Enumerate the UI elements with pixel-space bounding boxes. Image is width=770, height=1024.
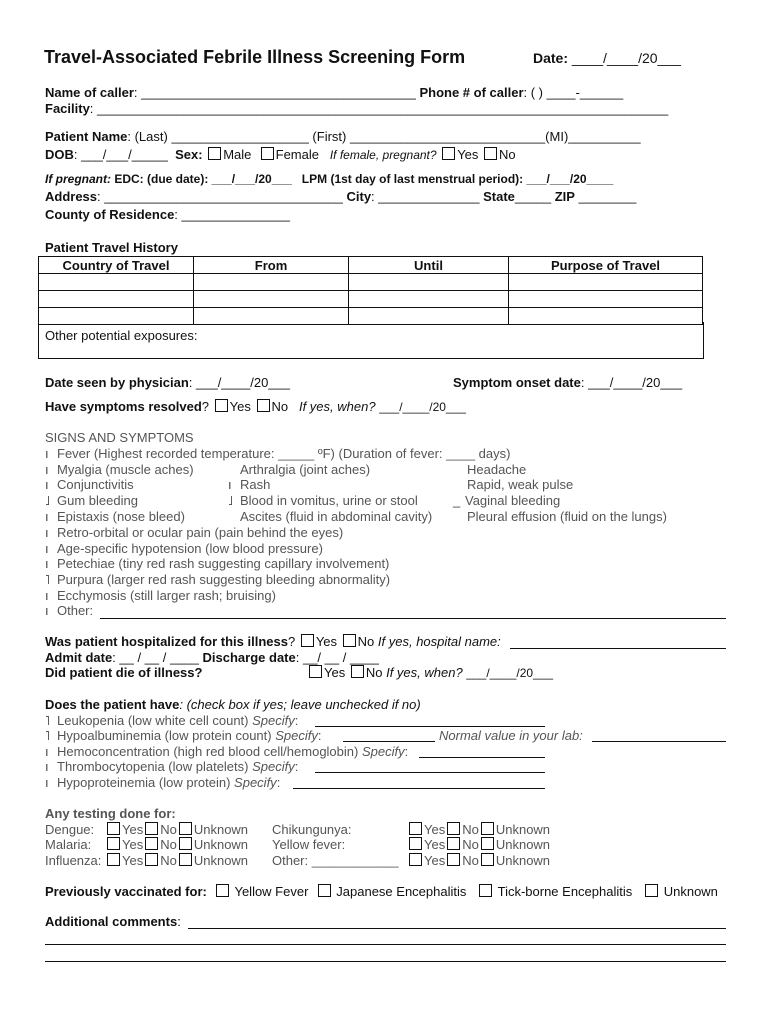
table-cell[interactable]	[39, 274, 194, 291]
sex-female-checkbox[interactable]	[261, 147, 274, 160]
test-name-other: Other: ____________	[272, 853, 399, 868]
facility-row	[45, 101, 668, 117]
headache-item[interactable]	[467, 462, 526, 478]
if-pregnant-label: If pregnant:	[45, 172, 111, 186]
pregnant-yes-checkbox[interactable]	[442, 147, 455, 160]
checkbox-glyph[interactable]: ı	[45, 446, 49, 461]
onset-field[interactable]: : ___/____/20___	[580, 375, 683, 390]
leukopenia-label: Leukopenia (low white cell count)	[57, 713, 249, 728]
hospitalized-q: ?	[287, 634, 296, 649]
table-cell[interactable]	[349, 274, 509, 291]
state-label: State	[483, 189, 515, 204]
unknown-label: Unknown	[193, 853, 249, 868]
die-no-label: No	[365, 665, 383, 680]
checkbox-glyph[interactable]: ı	[45, 588, 49, 603]
blood-vomit-label: Blood in vomitus, urine or stool	[240, 493, 418, 508]
address-label: Address	[45, 189, 98, 204]
travel-header-row	[39, 257, 703, 274]
admit-label: Admit date	[45, 650, 113, 665]
travel-col-from: From	[194, 257, 349, 274]
admit-field[interactable]: : __ / __ / ____	[112, 650, 199, 665]
table-cell[interactable]	[39, 291, 194, 308]
labs-instructions: : (check box if yes; leave unchecked if no)	[179, 697, 421, 712]
pregnant-no-label: No	[499, 147, 516, 162]
hypoproteinemia-label: Hypoproteinemia (low protein)	[57, 775, 231, 790]
pregnant-yes-label: Yes	[457, 147, 479, 162]
date-field[interactable]: ____/____/20___	[571, 50, 681, 66]
influenza-no-checkbox[interactable]	[145, 853, 158, 866]
vaccine-yellow-fever-label: Yellow Fever	[234, 884, 309, 899]
yes-label: Yes	[122, 837, 144, 852]
onset-row	[453, 375, 682, 391]
chikungunya-yes-checkbox[interactable]	[409, 822, 422, 835]
blood-vomit-item[interactable]	[228, 493, 418, 509]
date-seen-row	[45, 375, 290, 391]
sex-label: Sex:	[175, 147, 203, 162]
caller-phone-label: Phone # of caller	[419, 85, 524, 100]
die-yes-checkbox[interactable]	[309, 665, 322, 678]
caller-name-label: Name of caller	[45, 85, 134, 100]
retro-orbital-label: Retro-orbital or ocular pain (pain behind the eyes)	[57, 525, 344, 540]
petechiae-item[interactable]	[45, 556, 389, 572]
labs-heading: Does the patient have	[45, 697, 180, 712]
ecchymosis-label: Ecchymosis (still larger rash; bruising)	[57, 588, 276, 603]
travel-col-country: Country of Travel	[39, 257, 194, 274]
patient-name-field[interactable]: : (Last) ___________________ (First) ___________________________(MI)__________	[127, 129, 641, 144]
hospitalized-yes-label: Yes	[315, 634, 338, 649]
patient-name-row	[45, 129, 641, 145]
zip-field[interactable]: ________	[578, 189, 637, 204]
unknown-label: Unknown	[495, 853, 551, 868]
chikungunya-no-checkbox[interactable]	[447, 822, 460, 835]
edc-field[interactable]: EDC: (due date): ___/___/20___	[114, 172, 292, 186]
vaginal-bleeding-item[interactable]	[453, 493, 560, 509]
testing-other-row	[272, 853, 550, 869]
form-title: Travel-Associated Febrile Illness Screening Form	[44, 47, 466, 67]
epistaxis-label: Epistaxis (nose bleed)	[57, 509, 185, 524]
comments-line-1[interactable]	[188, 928, 726, 929]
checkbox-glyph[interactable]: ı	[45, 477, 49, 492]
unknown-label: Unknown	[495, 822, 551, 837]
facility-field[interactable]: : _______________________________________________________________________________	[89, 101, 669, 116]
leukopenia-specify: Specify	[252, 713, 295, 728]
hypoalbuminemia-specify: Specify	[275, 728, 318, 743]
other-symptom-item[interactable]	[45, 603, 93, 619]
purpura-item[interactable]	[45, 572, 390, 588]
resolved-yes-label: Yes	[229, 399, 251, 414]
other-unknown-checkbox[interactable]	[481, 853, 494, 866]
thrombocytopenia-item[interactable]: ı Thrombocytopenia (low platelets) Specify:	[45, 759, 299, 774]
onset-label: Symptom onset date	[453, 375, 581, 390]
yes-label: Yes	[122, 853, 144, 868]
rash-label: Rash	[240, 477, 271, 492]
hospitalized-yes-checkbox[interactable]	[301, 634, 314, 647]
myalgia-label: Myalgia (muscle aches)	[57, 462, 194, 477]
testing-malaria-row	[45, 837, 248, 853]
arthralgia-label: Arthralgia (joint aches)	[240, 462, 371, 477]
comments-line-3[interactable]	[45, 961, 726, 962]
caller-name-row	[45, 85, 623, 101]
myalgia-item[interactable]	[45, 462, 194, 478]
hypoalbuminemia-item[interactable]: ˥ Hypoalbuminemia (low protein count) Specify:	[45, 728, 322, 743]
hypoalbuminemia-label: Hypoalbuminemia (low protein count)	[57, 728, 272, 743]
dob-label: DOB	[45, 147, 74, 162]
pleural-label: Pleural effusion (fluid on the lungs)	[467, 509, 667, 524]
date-label: Date:	[533, 50, 569, 66]
hospitalized-no-checkbox[interactable]	[343, 634, 356, 647]
chikungunya-unknown-checkbox[interactable]	[481, 822, 494, 835]
yellowfever-unknown-checkbox[interactable]	[481, 837, 494, 850]
ascites-item[interactable]	[240, 509, 432, 525]
checkbox-glyph[interactable]: ı	[45, 603, 49, 618]
pregnant-question: If female, pregnant?	[329, 148, 437, 162]
thrombocytopenia-label: Thrombocytopenia (low platelets)	[57, 759, 249, 774]
resolved-no-label: No	[271, 399, 289, 414]
checkbox-glyph[interactable]: ı	[45, 541, 49, 556]
county-row	[45, 207, 290, 223]
hypoproteinemia-line[interactable]	[293, 788, 545, 789]
fever-label: Fever (Highest recorded temperature: _____ ºF) (Duration of fever: ____ days)	[57, 446, 511, 461]
resolved-no-checkbox[interactable]	[257, 399, 270, 412]
hypotension-item[interactable]	[45, 541, 323, 557]
dengue-unknown-checkbox[interactable]	[179, 822, 192, 835]
no-label: No	[160, 837, 177, 852]
test-name-influenza: Influenza:	[45, 853, 102, 868]
epistaxis-item[interactable]	[45, 509, 185, 525]
unknown-label: Unknown	[193, 822, 249, 837]
hemoconcentration-label: Hemoconcentration (high red blood cell/hemoglobin)	[57, 744, 359, 759]
rapid-pulse-item[interactable]	[467, 477, 573, 493]
pregnant-no-checkbox[interactable]	[484, 147, 497, 160]
resolved-when-field[interactable]: ___/____/20___	[379, 400, 466, 414]
resolved-label: Have symptoms resolved	[45, 399, 202, 414]
checkbox-glyph[interactable]: ˥	[45, 713, 50, 728]
lpm-field[interactable]: LPM (1st day of last menstrual period): ___/___/20____	[301, 172, 614, 186]
die-when-field[interactable]: ___/____/20___	[466, 666, 554, 680]
city-label: City	[346, 189, 372, 204]
die-when-label: If yes, when?	[386, 665, 463, 680]
state-field[interactable]: _____	[514, 189, 552, 204]
hospitalized-no-label: No	[357, 634, 375, 649]
resolved-yes-checkbox[interactable]	[215, 399, 228, 412]
retro-orbital-item[interactable]	[45, 525, 343, 541]
unknown-label: Unknown	[495, 837, 551, 852]
malaria-no-checkbox[interactable]	[145, 837, 158, 850]
test-name-malaria: Malaria:	[45, 837, 92, 852]
sex-male-label: Male	[223, 147, 252, 162]
resolved-q: ?	[201, 399, 210, 414]
vaccine-tickborne-label: Tick-borne Encephalitis	[497, 884, 633, 899]
test-name-chikungunya: Chikungunya:	[272, 822, 352, 837]
testing-influenza-row	[45, 853, 248, 869]
pleural-item[interactable]	[467, 509, 667, 525]
testing-dengue-row	[45, 822, 248, 838]
vaccine-unknown-checkbox[interactable]	[645, 884, 658, 897]
table-cell[interactable]	[349, 291, 509, 308]
travel-heading: Patient Travel History	[45, 240, 178, 255]
yellowfever-yes-checkbox[interactable]	[409, 837, 422, 850]
influenza-yes-checkbox[interactable]	[107, 853, 120, 866]
dengue-no-checkbox[interactable]	[145, 822, 158, 835]
test-name-yellowfever: Yellow fever:	[272, 837, 346, 852]
sex-male-checkbox[interactable]	[208, 147, 221, 160]
testing-heading: Any testing done for:	[45, 806, 176, 821]
vaccine-japanese-encephalitis-label: Japanese Encephalitis	[336, 884, 467, 899]
dengue-yes-checkbox[interactable]	[107, 822, 120, 835]
fever-item[interactable]	[45, 446, 510, 462]
date-seen-field[interactable]: : ___/____/20___	[188, 375, 290, 390]
petechiae-label: Petechiae (tiny red rash suggesting capillary involvement)	[57, 556, 390, 571]
caller-name-field[interactable]: : ______________________________________	[133, 85, 416, 100]
other-yes-checkbox[interactable]	[409, 853, 422, 866]
table-cell[interactable]	[509, 291, 703, 308]
other-no-checkbox[interactable]	[447, 853, 460, 866]
travel-col-until: Until	[349, 257, 509, 274]
comments-line-2[interactable]	[45, 944, 726, 945]
thrombocytopenia-specify: Specify	[252, 759, 295, 774]
zip-label: ZIP	[554, 189, 575, 204]
comments-label: Additional comments	[45, 914, 178, 929]
resolved-when-label: If yes, when?	[298, 399, 376, 414]
county-label: County of Residence	[45, 207, 175, 222]
checkbox-glyph[interactable]: ı	[45, 744, 49, 759]
county-field[interactable]: : _______________	[174, 207, 290, 222]
checkbox-glyph[interactable]: ı	[45, 775, 49, 790]
conjunctivitis-item[interactable]	[45, 477, 134, 493]
labs-heading-row	[45, 697, 421, 713]
vaccine-tickborne-checkbox[interactable]	[479, 884, 492, 897]
rash-item[interactable]	[228, 477, 270, 493]
leukopenia-line[interactable]	[315, 726, 545, 727]
yellowfever-no-checkbox[interactable]	[447, 837, 460, 850]
sex-female-label: Female	[275, 147, 319, 162]
other-symptom-line[interactable]	[100, 618, 726, 619]
vaccine-japanese-encephalitis-checkbox[interactable]	[318, 884, 331, 897]
checkbox-glyph[interactable]: ˩	[228, 493, 233, 508]
yes-label: Yes	[122, 822, 144, 837]
gum-bleeding-label: Gum bleeding	[57, 493, 138, 508]
table-row	[39, 291, 703, 308]
thrombocytopenia-line[interactable]	[315, 772, 545, 773]
hemoconcentration-item[interactable]: ı Hemoconcentration (high red blood cell/hemoglobin) Specify:	[45, 744, 409, 759]
die-label: Did patient die of illness?	[45, 665, 203, 680]
hospitalized-row	[45, 634, 501, 650]
normal-value-line[interactable]	[592, 741, 726, 742]
checkbox-glyph[interactable]: ı	[45, 462, 49, 477]
vaccine-label: Previously vaccinated for:	[45, 884, 207, 899]
other-exposures-label: Other potential exposures:	[45, 328, 198, 343]
no-label: No	[462, 853, 479, 868]
patient-name-label: Patient Name	[45, 129, 128, 144]
leukopenia-item[interactable]: ˥ Leukopenia (low white cell count) Specify:	[45, 713, 299, 728]
dob-row	[45, 147, 516, 163]
table-cell[interactable]	[194, 291, 349, 308]
hemoconcentration-line[interactable]	[419, 757, 545, 758]
vaccine-row	[45, 884, 718, 900]
arthralgia-item[interactable]	[240, 462, 370, 478]
testing-chikungunya-row	[272, 822, 550, 838]
hypoproteinemia-item[interactable]: ı Hypoproteinemia (low protein) Specify:	[45, 775, 281, 790]
checkbox-glyph[interactable]: _	[453, 493, 461, 508]
yes-label: Yes	[424, 853, 446, 868]
die-options	[307, 665, 553, 681]
signs-heading: SIGNS AND SYMPTOMS	[45, 430, 194, 445]
checkbox-glyph[interactable]: ˩	[45, 493, 50, 508]
checkbox-glyph[interactable]: ı	[228, 477, 232, 492]
discharge-label: Discharge date	[202, 650, 296, 665]
purpura-label: Purpura (larger red rash suggesting bleeding abnormality)	[57, 572, 391, 587]
hospitalized-label: Was patient hospitalized for this illness	[45, 634, 288, 649]
discharge-field[interactable]: : __/ __ / ____	[295, 650, 379, 665]
hypoproteinemia-specify: Specify	[234, 775, 277, 790]
dob-field[interactable]: : ___/___/_____	[73, 147, 168, 162]
influenza-unknown-checkbox[interactable]	[179, 853, 192, 866]
caller-phone-field[interactable]: : ( ) ____-______	[523, 85, 624, 100]
no-label: No	[160, 853, 177, 868]
checkbox-glyph[interactable]: ı	[45, 759, 49, 774]
table-cell[interactable]	[509, 274, 703, 291]
address-field[interactable]: : _________________________________	[97, 189, 343, 204]
other-symptom-label: Other:	[57, 603, 94, 618]
test-name-dengue: Dengue:	[45, 822, 95, 837]
pregnancy-row	[45, 172, 613, 186]
other-exposures-box[interactable]	[38, 322, 704, 359]
table-row	[39, 274, 703, 291]
yes-label: Yes	[424, 822, 446, 837]
hospital-name-line[interactable]	[510, 648, 726, 649]
vaccine-unknown-label: Unknown	[663, 884, 718, 899]
die-no-checkbox[interactable]	[351, 665, 364, 678]
checkbox-glyph[interactable]: ˥	[45, 572, 50, 587]
hemoconcentration-specify: Specify	[361, 744, 405, 759]
hypotension-label: Age-specific hypotension (low blood pressure)	[57, 541, 323, 556]
city-field[interactable]: : ______________	[371, 189, 480, 204]
die-yes-label: Yes	[324, 665, 346, 680]
ecchymosis-item[interactable]	[45, 588, 276, 604]
admit-row	[45, 650, 379, 666]
checkbox-glyph[interactable]: ı	[45, 509, 49, 524]
checkbox-glyph[interactable]: ı	[45, 525, 49, 540]
conjunctivitis-label: Conjunctivitis	[57, 477, 134, 492]
travel-table	[38, 256, 703, 325]
hospital-name-label: If yes, hospital name:	[377, 634, 501, 649]
rapid-pulse-label: Rapid, weak pulse	[467, 477, 574, 492]
yes-label: Yes	[424, 837, 446, 852]
die-row	[45, 665, 202, 681]
no-label: No	[462, 837, 479, 852]
checkbox-glyph[interactable]: ˥	[45, 728, 50, 743]
checkbox-glyph[interactable]: ı	[45, 556, 49, 571]
testing-yellowfever-row	[272, 837, 550, 853]
date-seen-label: Date seen by physician	[45, 375, 189, 390]
hypoalbuminemia-line[interactable]	[343, 741, 435, 742]
facility-label: Facility	[45, 101, 90, 116]
no-label: No	[160, 822, 177, 837]
gum-bleeding-item[interactable]	[45, 493, 138, 509]
address-row	[45, 189, 636, 205]
travel-col-purpose: Purpose of Travel	[509, 257, 703, 274]
normal-value-label: Normal value in your lab:	[439, 728, 583, 743]
no-label: No	[462, 822, 479, 837]
table-cell[interactable]	[194, 274, 349, 291]
vaccine-yellow-fever-checkbox[interactable]	[216, 884, 229, 897]
header-date	[533, 50, 681, 67]
ascites-label: Ascites (fluid in abdominal cavity)	[240, 509, 433, 524]
malaria-unknown-checkbox[interactable]	[179, 837, 192, 850]
headache-label: Headache	[467, 462, 527, 477]
resolved-row	[45, 399, 466, 415]
malaria-yes-checkbox[interactable]	[107, 837, 120, 850]
comments-row: Additional comments:	[45, 914, 181, 929]
vaginal-bleeding-label: Vaginal bleeding	[465, 493, 561, 508]
unknown-label: Unknown	[193, 837, 249, 852]
